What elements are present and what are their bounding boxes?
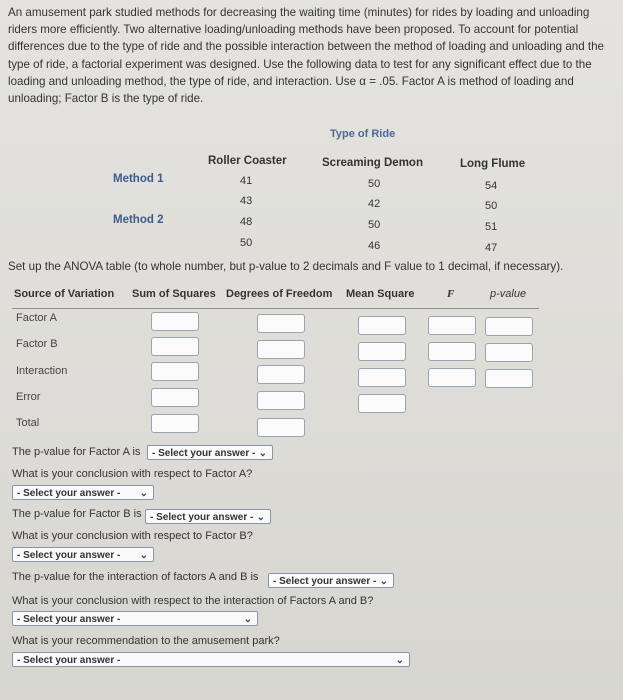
recommendation-select-label: - Select your answer - [17, 655, 121, 666]
conclusion-b-select[interactable] [12, 547, 154, 562]
col-long-flume: Long Flume [460, 158, 526, 170]
df-factor-a-input[interactable] [257, 314, 305, 333]
chevron-down-icon: ⌄ [258, 448, 267, 459]
ms-error-input[interactable] [358, 394, 406, 413]
ss-total-input[interactable] [151, 414, 199, 433]
pvalue-b-select-label: - Select your answer - [150, 512, 254, 523]
ss-factor-b-input[interactable] [151, 337, 199, 356]
anova-header-ms: Mean Square [346, 288, 415, 300]
recommendation-select[interactable] [12, 652, 410, 667]
anova-header-source: Source of Variation [14, 288, 115, 300]
conclusion-a-select[interactable] [12, 485, 154, 500]
cell-m2-r1-c3: 51 [485, 221, 498, 233]
df-interaction-input[interactable] [257, 365, 305, 384]
method-2-label: Method 2 [113, 214, 164, 226]
pvalue-ab-select-label: - Select your answer - [273, 576, 377, 587]
setup-instruction: Set up the ANOVA table (to whole number, but p-value to 2 decimals and F value to 1 decimal, if necessary). [8, 260, 564, 273]
anova-header-df: Degrees of Freedom [226, 288, 333, 300]
problem-statement [8, 4, 614, 107]
pvalue-b-select[interactable] [145, 509, 271, 524]
pvalue-factor-a-input[interactable] [485, 317, 533, 336]
cell-m2-r1-c1: 48 [240, 216, 253, 228]
conclusion-ab-question: What is your conclusion with respect to the interaction of Factors A and B? [12, 595, 374, 607]
method-1-label: Method 1 [113, 173, 164, 185]
anova-header-ss: Sum of Squares [132, 288, 216, 300]
chevron-down-icon: ⌄ [139, 488, 148, 499]
ss-error-input[interactable] [151, 388, 199, 407]
pvalue-a-question: The p-value for Factor A is [12, 446, 141, 458]
cell-m1-r1-c2: 50 [368, 178, 381, 190]
pvalue-factor-b-input[interactable] [485, 343, 533, 362]
pvalue-a-select[interactable] [147, 445, 273, 460]
df-error-input[interactable] [257, 391, 305, 410]
row-factor-a: Factor A [16, 312, 57, 324]
col-roller-coaster: Roller Coaster [208, 155, 287, 167]
ms-factor-a-input[interactable] [358, 316, 406, 335]
pvalue-interaction-input[interactable] [485, 369, 533, 388]
pvalue-b-question: The p-value for Factor B is [12, 508, 142, 520]
type-of-ride-title: Type of Ride [330, 128, 396, 140]
recommendation-question: What is your recommendation to the amusement park? [12, 635, 280, 647]
f-factor-b-input[interactable] [428, 342, 476, 361]
df-total-input[interactable] [257, 418, 305, 437]
row-factor-b: Factor B [16, 338, 58, 350]
cell-m2-r1-c2: 50 [368, 219, 381, 231]
ms-factor-b-input[interactable] [358, 342, 406, 361]
conclusion-a-select-label: - Select your answer - [17, 488, 121, 499]
conclusion-ab-select[interactable] [12, 611, 258, 626]
row-total: Total [16, 417, 40, 429]
cell-m1-r1-c3: 54 [485, 180, 498, 192]
cell-m1-r2-c1: 43 [240, 195, 253, 207]
cell-m1-r2-c3: 50 [485, 200, 498, 212]
cell-m2-r2-c1: 50 [240, 237, 253, 249]
cell-m1-r1-c1: 41 [240, 175, 253, 187]
col-screaming-demon: Screaming Demon [322, 157, 423, 169]
ss-factor-a-input[interactable] [151, 312, 199, 331]
intro-text: An amusement park studied methods for decreasing the waiting time (minutes) for rides by loading and unloading riders more efficiently. Two alternative loading/unloading methods have been proposed. To account for potential differences due to the type of ride and the possible interaction between the method of loading and unloading and the type of ride, a factorial experiment was designed. Use the following data to test for any significant effect due to the loading and unloading method, the type of ride, and interaction. Use α = .05. Factor A is method of loading and unloading; Factor B is the type of ride. [8, 6, 605, 106]
anova-header-pvalue: p-value [490, 288, 527, 300]
row-error: Error [16, 391, 41, 403]
pvalue-ab-select[interactable] [268, 573, 394, 588]
chevron-down-icon: ⌄ [379, 576, 388, 587]
conclusion-b-select-label: - Select your answer - [17, 550, 121, 561]
f-interaction-input[interactable] [428, 368, 476, 387]
conclusion-ab-select-label: - Select your answer - [17, 614, 121, 625]
chevron-down-icon: ⌄ [256, 512, 265, 523]
ss-interaction-input[interactable] [151, 362, 199, 381]
chevron-down-icon: ⌄ [395, 655, 404, 666]
pvalue-a-select-label: - Select your answer - [152, 448, 256, 459]
cell-m2-r2-c2: 46 [368, 240, 381, 252]
cell-m1-r2-c2: 42 [368, 198, 381, 210]
row-interaction: Interaction [16, 365, 68, 377]
conclusion-b-question: What is your conclusion with respect to Factor B? [12, 530, 253, 542]
pvalue-ab-question: The p-value for the interaction of factors A and B is [12, 571, 259, 583]
chevron-down-icon: ⌄ [139, 550, 148, 561]
anova-header-rule [12, 308, 539, 309]
conclusion-a-question: What is your conclusion with respect to Factor A? [12, 468, 253, 480]
ms-interaction-input[interactable] [358, 368, 406, 387]
f-factor-a-input[interactable] [428, 316, 476, 335]
df-factor-b-input[interactable] [257, 340, 305, 359]
cell-m2-r2-c3: 47 [485, 242, 498, 254]
chevron-down-icon: ⌄ [243, 614, 252, 625]
anova-header-f: F [447, 288, 455, 300]
